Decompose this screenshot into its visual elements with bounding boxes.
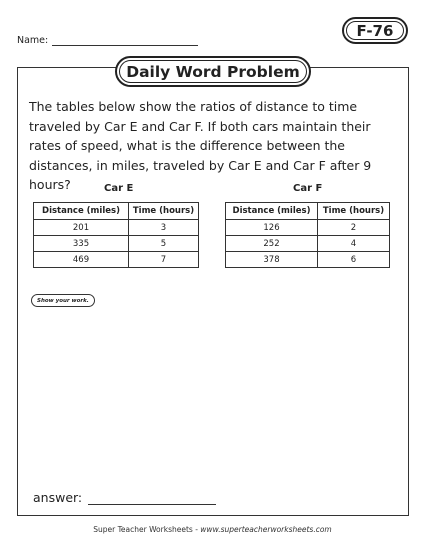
table-header-row — [226, 203, 390, 220]
column-header: Distance (miles) — [226, 203, 318, 220]
distance-cell: 335 — [34, 236, 129, 252]
time-cell: 6 — [318, 252, 390, 268]
table-row — [226, 220, 390, 236]
footer-url: www.superteacherworksheets.com — [200, 525, 332, 534]
table-row — [34, 236, 199, 252]
answer-blank-line[interactable] — [88, 493, 216, 505]
name-field — [17, 35, 198, 46]
time-cell: 3 — [129, 220, 199, 236]
time-cell: 5 — [129, 236, 199, 252]
time-cell: 7 — [129, 252, 199, 268]
name-blank-line[interactable] — [52, 37, 198, 46]
distance-cell: 201 — [34, 220, 129, 236]
answer-field — [33, 490, 216, 505]
title-banner — [115, 56, 311, 87]
table-row — [226, 252, 390, 268]
name-label: Name: — [17, 35, 49, 46]
column-header: Time (hours) — [318, 203, 390, 220]
answer-label: answer: — [33, 490, 83, 505]
car-f-table — [225, 202, 390, 268]
table-row — [34, 252, 199, 268]
show-work-label: Show your work. — [31, 294, 95, 307]
distance-cell: 469 — [34, 252, 129, 268]
column-header: Distance (miles) — [34, 203, 129, 220]
distance-cell: 126 — [226, 220, 318, 236]
car-e-table — [33, 202, 199, 268]
table-row — [226, 236, 390, 252]
car-e-table-title: Car E — [104, 183, 134, 194]
column-header: Time (hours) — [129, 203, 199, 220]
footer-separator: - — [192, 525, 201, 534]
worksheet-code: F-76 — [356, 21, 394, 40]
distance-cell: 252 — [226, 236, 318, 252]
car-f-table-title: Car F — [293, 183, 323, 194]
worksheet-code-badge — [342, 17, 408, 44]
time-cell: 2 — [318, 220, 390, 236]
page-title: Daily Word Problem — [126, 62, 300, 81]
footer — [0, 525, 425, 534]
footer-brand: Super Teacher Worksheets — [93, 525, 193, 534]
table-row — [34, 220, 199, 236]
table-header-row — [34, 203, 199, 220]
time-cell: 4 — [318, 236, 390, 252]
problem-text: The tables below show the ratios of distance to time traveled by Car E and Car F. If both cars maintain their rates of speed, what is the difference between the distances, in miles, traveled by Car E and Car F after 9 hours? — [29, 99, 372, 192]
distance-cell: 378 — [226, 252, 318, 268]
